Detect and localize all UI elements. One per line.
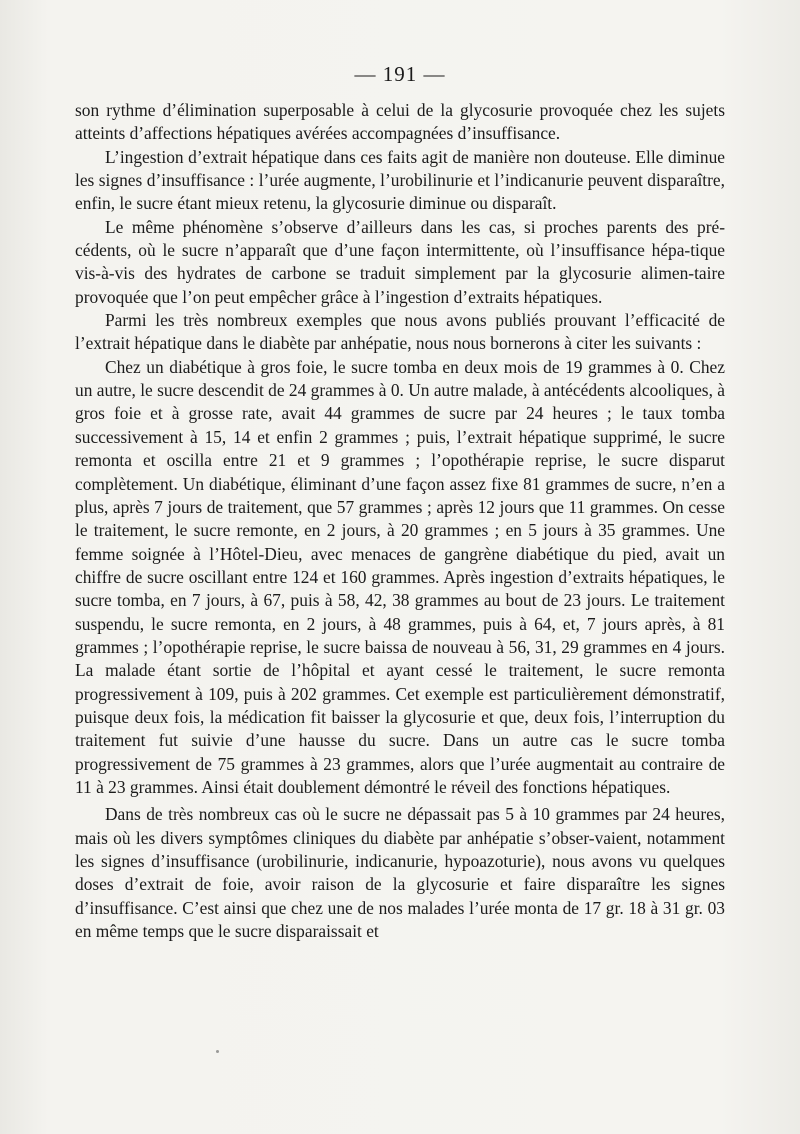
paragraph-case-examples: Chez un diabétique à gros foie, le sucre tomba en deux mois de 19 grammes à 0. Chez un autre, le sucre descendit de 24 grammes à 0. Un autre malade, à antécédents alcooliques, à gros foie et à grosse rate, avait 44 grammes de sucre par 24 heures ; le taux tomba successivement à 15, 14 et enfin 2 grammes ; puis, l’extrait hépatique supprimé, le sucre remonta et oscilla entre 21 et 9 grammes ; l’opothérapie reprise, le sucre disparut complètement. Un diabétique, éliminant d’une façon assez fixe 81 grammes de sucre, n’en a plus, après 7 jours de traitement, que 57 grammes ; après 12 jours que 11 grammes. On cesse le traitement, le sucre remonte, en 2 jours, à 20 grammes ; en 5 jours à 35 grammes. Une femme soignée à l’Hôtel-Dieu, avec menaces de gangrène diabétique du pied, avait un chiffre de sucre oscillant entre 124 et 160 grammes. Après ingestion d’extraits hépatiques, le sucre tomba, en 7 jours, à 67, puis à 58, 42, 38 grammes au bout de 23 jours. Le traitement suspendu, le sucre remonta, en 2 jours, à 48 grammes, puis à 64, et, 7 jours après, à 81 grammes ; l’opothérapie reprise, le sucre baissa de nouveau à 56, 31, 29 grammes en 4 jours. La malade étant sortie de l’hôpital et ayant cessé le traitement, le sucre remonta progressivement à 109, puis à 202 grammes. Cet exemple est particulièrement démonstratif, puisque deux fois, la médication fit baisser la glycosurie et que, deux fois, l’interruption du traitement fut suivie d’une hausse du sucre. Dans un autre cas le sucre tomba progressivement de 75 grammes à 23 grammes, alors que l’urée augmentait au contraire de 11 à 23 grammes. Ainsi était doublement démontré le réveil des fonctions hépatiques. [75, 356, 725, 797]
paragraph-examples-intro: Parmi les très nombreux exemples que nous avons publiés prouvant l’efficacité de l’extrait hépatique dans le diabète par anhépatie, nous nous bornerons à citer les suivants : [75, 310, 725, 354]
paper-speck [216, 1050, 219, 1053]
paragraph-hepatic-extract: L’ingestion d’extrait hépatique dans ces faits agit de manière non douteuse. Elle diminue les signes d’insuffisance : l’urée augmente, l’urobilinurie et l’indicanurie peuvent disparaître, enfin, le sucre étant mieux retenu, la glycosurie diminue ou disparaît. [75, 146, 725, 214]
paragraph-continuation: son rythme d’élimination superposable à celui de la glycosurie provoquée chez les sujets atteints d’affections hépatiques avérées accompagnées d’insuffisance. [75, 100, 725, 144]
page-number: — 191 — [354, 62, 446, 86]
paragraph-intermittent-cases: Le même phénomène s’observe d’ailleurs dans les cas, si proches parents des pré-cédents, où le sucre n’apparaît que d’une façon intermittente, où l’insuffisance hépa-tique vis-à-vis des hydrates de carbone se traduit simplement par la glycosurie alimen-taire provoquée que l’on peut empêcher grâce à l’ingestion d’extraits hépatiques. [75, 216, 725, 307]
body-text [75, 99, 725, 943]
paragraph-low-sugar-cases: Dans de très nombreux cas où le sucre ne dépassait pas 5 à 10 grammes par 24 heures, mais où les divers symptômes cliniques du diabète par anhépatie s’obser-vaient, notamment les signes d’insuffisance (urobilinurie, indicanurie, hypoazoturie), nous avons vu quelques doses d’extrait de foie, avoir raison de la glycosurie et faire disparaître les signes d’insuffisance. C’est ainsi que chez une de nos malades l’urée monta de 17 gr. 18 à 31 gr. 03 en même temps que le sucre disparaissait et [75, 804, 725, 942]
